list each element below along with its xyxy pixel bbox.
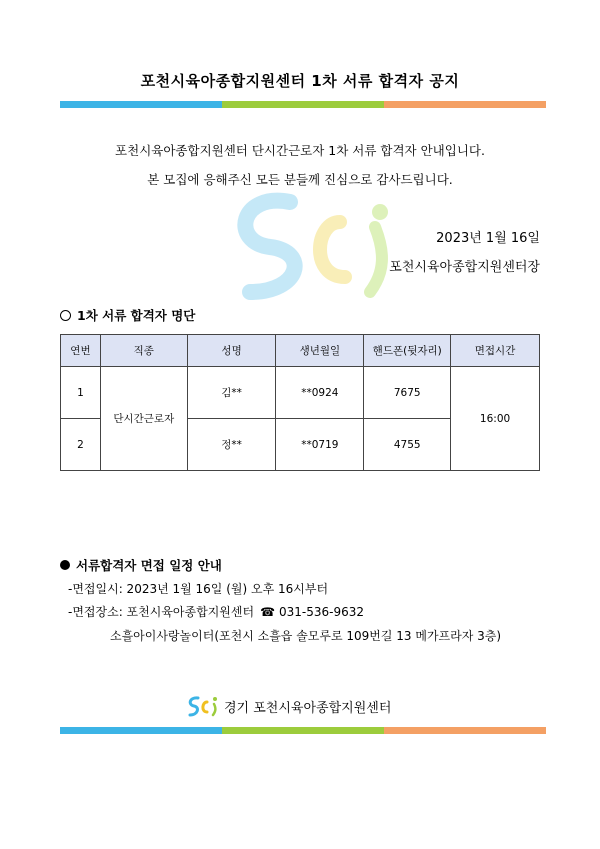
cell-birth: **0924 <box>276 367 364 419</box>
cell-no: 2 <box>61 419 101 471</box>
signer: 포천시육아종합지원센터장 <box>389 260 540 275</box>
interview-phone: 031-536-9632 <box>279 605 365 619</box>
section-heading-interview <box>60 556 222 574</box>
phone-icon: ☎ <box>260 605 276 619</box>
circle-bullet-icon <box>60 310 71 321</box>
interview-datetime: -면접일시: 2023년 1월 16일 (월) 오후 16시부터 <box>68 582 329 596</box>
bar-segment-orange <box>384 101 546 108</box>
interview-place <box>68 603 364 620</box>
cell-phone: 4755 <box>364 419 451 471</box>
color-bar-bottom <box>60 727 546 734</box>
watermark-logo <box>220 182 420 302</box>
footer-org-name: 경기 포천시육아종합지원센터 <box>224 700 392 716</box>
center-logo-icon <box>186 695 220 717</box>
cell-name: 김** <box>187 367 276 419</box>
cell-phone: 7675 <box>364 367 451 419</box>
section-heading-text: 1차 서류 합격자 명단 <box>77 308 196 323</box>
cell-job: 단시간근로자 <box>100 367 187 471</box>
bar-segment-blue <box>60 727 222 734</box>
header-time: 면접시간 <box>451 335 540 367</box>
color-bar-top <box>60 101 546 108</box>
interview-place-label: -면접장소: 포천시육아종합지원센터 <box>68 605 255 619</box>
table-row <box>61 367 540 419</box>
table-header-row <box>61 335 540 367</box>
applicant-table <box>60 334 540 471</box>
intro-line-1: 포천시육아종합지원센터 단시간근로자 1차 서류 합격자 안내입니다. <box>115 143 485 158</box>
header-no: 연번 <box>61 335 101 367</box>
cell-birth: **0719 <box>276 419 364 471</box>
bar-segment-green <box>222 727 384 734</box>
intro-line-2: 본 모집에 응해주신 모든 분들께 진심으로 감사드립니다. <box>147 172 453 187</box>
cell-name: 정** <box>187 419 276 471</box>
bar-segment-green <box>222 101 384 108</box>
footer-org <box>186 694 391 718</box>
header-phone: 핸드폰(뒷자리) <box>364 335 451 367</box>
cell-time: 16:00 <box>451 367 540 471</box>
section-heading-applicants <box>60 306 195 324</box>
header-birth: 생년월일 <box>276 335 364 367</box>
bar-segment-blue <box>60 101 222 108</box>
notice-date: 2023년 1월 16일 <box>436 231 540 246</box>
interview-address: 소흘아이사랑놀이터(포천시 소흘읍 솔모루로 109번길 13 메가프라자 3층) <box>110 629 502 643</box>
page-title: 포천시육아종합지원센터 1차 서류 합격자 공지 <box>140 72 460 90</box>
filled-circle-bullet-icon <box>60 560 70 570</box>
header-name: 성명 <box>187 335 276 367</box>
bar-segment-orange <box>384 727 546 734</box>
header-job: 직종 <box>100 335 187 367</box>
cell-no: 1 <box>61 367 101 419</box>
section-heading-text: 서류합격자 면접 일정 안내 <box>76 558 222 573</box>
